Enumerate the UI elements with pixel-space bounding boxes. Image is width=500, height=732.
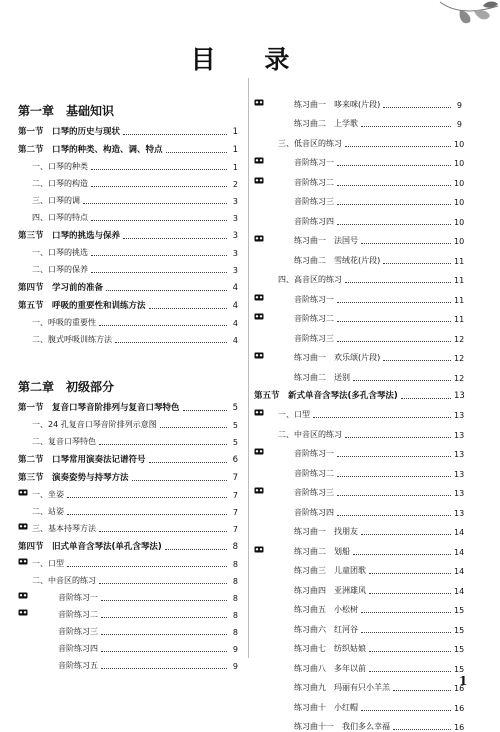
toc-section-label: 第三节 演奏姿势与持琴方法: [18, 471, 129, 483]
column-divider: [248, 78, 249, 658]
toc-page-number: 5: [230, 421, 238, 430]
toc-page-number: 13: [454, 509, 462, 518]
dot-leader: [361, 126, 451, 127]
cassette-tape-icon: [254, 546, 264, 553]
toc-item-row: [18, 172, 238, 189]
toc-item-label: 音阶练习一: [254, 157, 334, 168]
toc-item-label: 练习曲一 欢乐颂(片段): [254, 352, 380, 363]
dot-leader: [337, 185, 451, 186]
toc-page-number: 14: [454, 528, 462, 537]
toc-section-row: [18, 465, 238, 483]
toc-item-row: [254, 344, 462, 364]
dot-leader: [101, 634, 227, 635]
dot-leader: [337, 165, 451, 166]
dot-leader: [383, 360, 451, 361]
dot-leader: [337, 302, 451, 303]
dot-leader: [149, 462, 227, 463]
toc-item-label: 练习曲一 法国号: [254, 235, 358, 246]
toc-item-label: 音阶练习一: [254, 294, 334, 305]
toc-item-label: 音阶练习二: [18, 609, 98, 620]
dot-leader: [337, 515, 451, 516]
toc-item-row: [254, 168, 462, 188]
toc-item-row: [18, 500, 238, 517]
toc-page-number: 7: [230, 508, 238, 517]
toc-item-label: 音阶练习二: [254, 177, 334, 188]
leaf-branch-icon: [438, 0, 500, 32]
toc-chapter-row: [18, 367, 238, 395]
toc-page-number: 5: [230, 403, 238, 413]
toc-page-number: 12: [454, 374, 462, 383]
toc-page-number: 6: [230, 455, 238, 465]
dot-leader: [132, 480, 227, 481]
toc-section-label: 第一节 复音口琴音阶排列与复音口琴特色: [18, 401, 180, 413]
toc-page-number: 3: [230, 197, 238, 206]
toc-page-number: 4: [230, 283, 238, 293]
toc-item-label: 练习曲十一 我们多么幸福: [254, 721, 390, 732]
dot-leader: [361, 243, 451, 244]
dot-leader: [99, 325, 227, 326]
dot-leader: [91, 220, 227, 221]
page-number: 1: [459, 674, 467, 688]
toc-item-label: 一、呼吸的重要性: [18, 317, 96, 328]
toc-section-row: [18, 293, 238, 311]
toc-item-row: [18, 620, 238, 637]
dot-leader: [99, 444, 227, 445]
toc-item-label: 音阶练习一: [18, 592, 98, 603]
dot-leader: [123, 238, 227, 239]
toc-page-number: 8: [230, 577, 238, 586]
toc-item-row: [18, 311, 238, 328]
toc-item-row: [254, 90, 462, 110]
toc-item-row: [254, 129, 462, 149]
toc-item-label: 音阶练习三: [254, 333, 334, 344]
toc-page-number: 13: [454, 489, 462, 498]
toc-item-row: [254, 615, 462, 635]
cassette-tape-icon: [254, 99, 264, 106]
dot-leader: [91, 255, 227, 256]
toc-item-label: 二、中音区的练习: [18, 575, 96, 586]
toc-item-label: 四、高音区的练习: [254, 274, 342, 285]
toc-item-row: [254, 518, 462, 538]
toc-page-number: 16: [454, 684, 462, 693]
toc-item-label: 三、口琴的调: [18, 195, 80, 206]
dot-leader: [353, 554, 451, 555]
toc-item-row: [254, 324, 462, 344]
toc-section-row: [18, 534, 238, 552]
toc-section-label: 第二节 口琴的种类、构造、调、特点: [18, 143, 163, 155]
toc-chapter-label: 第一章 基础知识: [18, 102, 114, 119]
toc-page-number: 11: [454, 257, 462, 266]
toc-item-row: [254, 459, 462, 479]
dot-leader: [67, 566, 227, 567]
toc-page-number: 4: [230, 301, 238, 311]
toc-item-row: [254, 557, 462, 577]
dot-leader: [337, 341, 451, 342]
toc-page-number: 15: [454, 645, 462, 654]
toc-item-row: [254, 693, 462, 713]
toc-item-label: 音阶练习三: [254, 196, 334, 207]
toc-section-row: [18, 447, 238, 465]
toc-item-row: [254, 246, 462, 266]
toc-item-label: 练习曲二 雪绒花(片段): [254, 255, 380, 266]
cassette-tape-icon: [254, 352, 264, 359]
toc-item-label: 练习曲二 送别: [254, 372, 350, 383]
toc-item-row: [254, 305, 462, 325]
dot-leader: [160, 427, 227, 428]
toc-section-label: 第五节 呼吸的重要性和训练方法: [18, 299, 146, 311]
toc-item-label: 练习曲二 上学歌: [254, 118, 358, 129]
toc-item-row: [254, 207, 462, 227]
toc-page-number: 15: [454, 665, 462, 674]
toc-page-number: 14: [454, 567, 462, 576]
toc-page-number: 9: [230, 645, 238, 654]
toc-page-number: 1: [230, 163, 238, 172]
toc-page-number: 8: [230, 560, 238, 569]
toc-page-number: 3: [230, 266, 238, 275]
toc-item-label: 一、口型: [254, 409, 310, 420]
toc-page-number: 8: [230, 628, 238, 637]
toc-page-number: 15: [454, 606, 462, 615]
toc-item-label: 音阶练习四: [254, 507, 334, 518]
toc-item-label: 二、站姿: [18, 506, 64, 517]
toc-item-label: 练习曲九 玛丽有只小羊羔: [254, 682, 390, 693]
toc-page-number: 3: [230, 214, 238, 223]
toc-item-row: [254, 188, 462, 208]
toc-item-label: 音阶练习二: [254, 313, 334, 324]
toc-page-number: 11: [454, 276, 462, 285]
toc-item-row: [254, 713, 462, 732]
dot-leader: [345, 146, 451, 147]
dot-leader: [337, 204, 451, 205]
toc-item-label: 三、基本持琴方法: [18, 523, 96, 534]
dot-leader: [99, 531, 227, 532]
toc-item-row: [18, 603, 238, 620]
toc-item-row: [254, 479, 462, 499]
dot-leader: [369, 593, 451, 594]
toc-page-number: 1: [230, 127, 238, 137]
toc-item-row: [18, 586, 238, 603]
toc-page-number: 3: [230, 249, 238, 258]
dot-leader: [101, 651, 227, 652]
toc-item-row: [254, 674, 462, 694]
cassette-tape-icon: [18, 558, 28, 565]
dot-leader: [369, 651, 451, 652]
dot-leader: [337, 495, 451, 496]
dot-leader: [101, 600, 227, 601]
toc-section-row: [18, 395, 238, 413]
toc-item-label: 音阶练习四: [254, 216, 334, 227]
toc-section-label: 第一节 口琴的历史与现状: [18, 125, 120, 137]
dot-leader: [106, 290, 227, 291]
dot-leader: [337, 476, 451, 477]
toc-page-number: 10: [454, 237, 462, 246]
toc-item-label: 一、口琴的种类: [18, 161, 88, 172]
toc-right-column: [254, 90, 462, 732]
toc-item-row: [18, 155, 238, 172]
dot-leader: [393, 690, 451, 691]
toc-item-label: 一、24 孔复音口琴音阶排列示意图: [18, 419, 157, 430]
toc-page-number: 4: [230, 336, 238, 345]
toc-item-label: 练习曲五 小松树: [254, 604, 358, 615]
toc-item-label: 一、口型: [18, 558, 64, 569]
dot-leader: [101, 617, 227, 618]
toc-page-number: 9: [454, 101, 462, 110]
dot-leader: [401, 398, 451, 399]
toc-page-number: 10: [454, 140, 462, 149]
toc-section-label: 第三节 口琴的挑选与保养: [18, 229, 120, 241]
toc-item-row: [254, 227, 462, 247]
toc-section-row: [18, 119, 238, 137]
toc-item-label: 三、低音区的练习: [254, 138, 342, 149]
toc-page-number: 16: [454, 704, 462, 713]
dot-leader: [149, 308, 227, 309]
dot-leader: [383, 107, 451, 108]
cassette-tape-icon: [18, 609, 28, 616]
dot-leader: [91, 169, 227, 170]
dot-leader: [101, 668, 227, 669]
cassette-tape-icon: [254, 294, 264, 301]
toc-page-number: 11: [454, 296, 462, 305]
toc-chapter-label: 第二章 初级部分: [18, 378, 114, 395]
toc-page-number: 5: [230, 438, 238, 447]
dot-leader: [67, 497, 227, 498]
toc-page-number: 15: [454, 626, 462, 635]
cassette-tape-icon: [254, 177, 264, 184]
toc-item-label: 练习曲一 哆来咪(片段): [254, 99, 380, 110]
toc-item-label: 音阶练习三: [254, 487, 334, 498]
toc-item-row: [18, 241, 238, 258]
toc-page-number: 13: [454, 411, 462, 420]
toc-section-row: [18, 137, 238, 155]
dot-leader: [361, 612, 451, 613]
toc-page-number: 14: [454, 548, 462, 557]
toc-item-label: 音阶练习三: [18, 626, 98, 637]
toc-item-row: [254, 420, 462, 440]
toc-item-row: [18, 413, 238, 430]
toc-item-label: 四、口琴的特点: [18, 212, 88, 223]
toc-item-row: [18, 654, 238, 671]
toc-section-label: 第二节 口琴常用演奏法记谱符号: [18, 453, 146, 465]
toc-page-number: 13: [454, 450, 462, 459]
toc-page-number: 11: [454, 315, 462, 324]
toc-page-number: 13: [454, 431, 462, 440]
toc-page-number: 7: [230, 473, 238, 483]
toc-page-number: 10: [454, 179, 462, 188]
dot-leader: [353, 380, 451, 381]
toc-page-number: 8: [230, 542, 238, 552]
toc-left-column: [18, 91, 238, 671]
toc-item-row: [254, 635, 462, 655]
toc-page-number: 10: [454, 159, 462, 168]
toc-item-row: [254, 596, 462, 616]
cassette-tape-icon: [254, 157, 264, 164]
toc-spacer: [18, 345, 238, 367]
toc-chapter-row: [18, 91, 238, 119]
toc-item-row: [254, 149, 462, 169]
toc-section-label: 第四节 旧式单音含琴法(单孔含琴法): [18, 540, 162, 552]
dot-leader: [99, 583, 227, 584]
dot-leader: [67, 514, 227, 515]
toc-item-row: [18, 569, 238, 586]
dot-leader: [91, 186, 227, 187]
toc-item-label: 二、中音区的练习: [254, 429, 342, 440]
toc-page-number: 9: [230, 662, 238, 671]
cassette-tape-icon: [18, 489, 28, 496]
toc-item-label: 一、口琴的挑选: [18, 247, 88, 258]
cassette-tape-icon: [254, 409, 264, 416]
toc-item-row: [18, 552, 238, 569]
toc-item-label: 音阶练习一: [254, 448, 334, 459]
toc-item-row: [254, 266, 462, 286]
toc-item-row: [254, 654, 462, 674]
toc-page-number: 7: [230, 525, 238, 534]
toc-page-number: 10: [454, 218, 462, 227]
dot-leader: [361, 632, 451, 633]
toc-item-label: 练习曲四 亚洲雄风: [254, 585, 366, 596]
toc-item-label: 音阶练习二: [254, 468, 334, 479]
dot-leader: [166, 152, 227, 153]
dot-leader: [345, 437, 451, 438]
toc-page-number: 8: [230, 594, 238, 603]
toc-section-label: 第五节 新式单音含琴法(多孔含琴法): [254, 389, 398, 401]
toc-item-label: 二、腹式呼吸训练方法: [18, 334, 112, 345]
cassette-tape-icon: [254, 313, 264, 320]
toc-item-label: 练习曲七 纺织姑娘: [254, 643, 366, 654]
dot-leader: [361, 534, 451, 535]
toc-section-row: [18, 223, 238, 241]
cassette-tape-icon: [254, 487, 264, 494]
toc-item-label: 练习曲二 划船: [254, 546, 350, 557]
toc-page-number: 12: [454, 335, 462, 344]
toc-page-number: 8: [230, 611, 238, 620]
toc-item-label: 音阶练习五: [18, 660, 98, 671]
toc-item-row: [18, 517, 238, 534]
dot-leader: [337, 321, 451, 322]
dot-leader: [165, 549, 227, 550]
toc-item-label: 二、口琴的保养: [18, 264, 88, 275]
toc-section-row: [254, 383, 462, 401]
dot-leader: [369, 671, 451, 672]
dot-leader: [345, 282, 451, 283]
dot-leader: [115, 342, 227, 343]
dot-leader: [91, 272, 227, 273]
toc-item-label: 练习曲一 找朋友: [254, 526, 358, 537]
toc-item-label: 一、坐姿: [18, 489, 64, 500]
toc-item-row: [18, 258, 238, 275]
toc-item-label: 音阶练习四: [18, 643, 98, 654]
page-title: 目 录: [0, 40, 500, 76]
dot-leader: [183, 410, 227, 411]
toc-page-number: 2: [230, 180, 238, 189]
toc-item-row: [254, 285, 462, 305]
toc-section-row: [18, 275, 238, 293]
dot-leader: [123, 134, 227, 135]
toc-item-label: 二、口琴的构造: [18, 178, 88, 189]
toc-item-row: [18, 637, 238, 654]
dot-leader: [393, 729, 451, 730]
toc-item-row: [18, 328, 238, 345]
toc-item-row: [18, 206, 238, 223]
toc-page-number: 14: [454, 587, 462, 596]
toc-item-row: [254, 440, 462, 460]
toc-page-number: 10: [454, 198, 462, 207]
dot-leader: [337, 224, 451, 225]
dot-leader: [383, 263, 451, 264]
toc-page-number: 13: [454, 470, 462, 479]
toc-item-row: [254, 498, 462, 518]
toc-item-row: [254, 110, 462, 130]
toc-item-label: 练习曲六 红河谷: [254, 624, 358, 635]
toc-page-number: 3: [230, 231, 238, 241]
dot-leader: [369, 573, 451, 574]
toc-page-number: 7: [230, 491, 238, 500]
cassette-tape-icon: [18, 592, 28, 599]
toc-page-number: 4: [230, 319, 238, 328]
toc-item-row: [18, 430, 238, 447]
toc-section-label: 第四节 学习前的准备: [18, 281, 103, 293]
toc-item-row: [254, 401, 462, 421]
toc-item-row: [18, 189, 238, 206]
toc-item-row: [254, 363, 462, 383]
toc-item-label: 练习曲八 多年以前: [254, 663, 366, 674]
toc-page-number: 1: [230, 145, 238, 155]
toc-item-label: 练习曲三 儿童团歌: [254, 565, 366, 576]
toc-page-number: 13: [454, 391, 462, 401]
toc-item-label: 练习曲十 小红帽: [254, 702, 358, 713]
toc-page-number: 12: [454, 354, 462, 363]
cassette-tape-icon: [254, 235, 264, 242]
toc-item-row: [18, 483, 238, 500]
toc-page-number: 16: [454, 723, 462, 732]
toc-item-row: [254, 576, 462, 596]
dot-leader: [361, 710, 451, 711]
dot-leader: [337, 456, 451, 457]
dot-leader: [83, 203, 227, 204]
cassette-tape-icon: [18, 523, 28, 530]
cassette-tape-icon: [254, 448, 264, 455]
dot-leader: [313, 417, 451, 418]
toc-item-row: [254, 537, 462, 557]
toc-page-number: 9: [454, 120, 462, 129]
toc-item-label: 二、复音口琴特色: [18, 436, 96, 447]
